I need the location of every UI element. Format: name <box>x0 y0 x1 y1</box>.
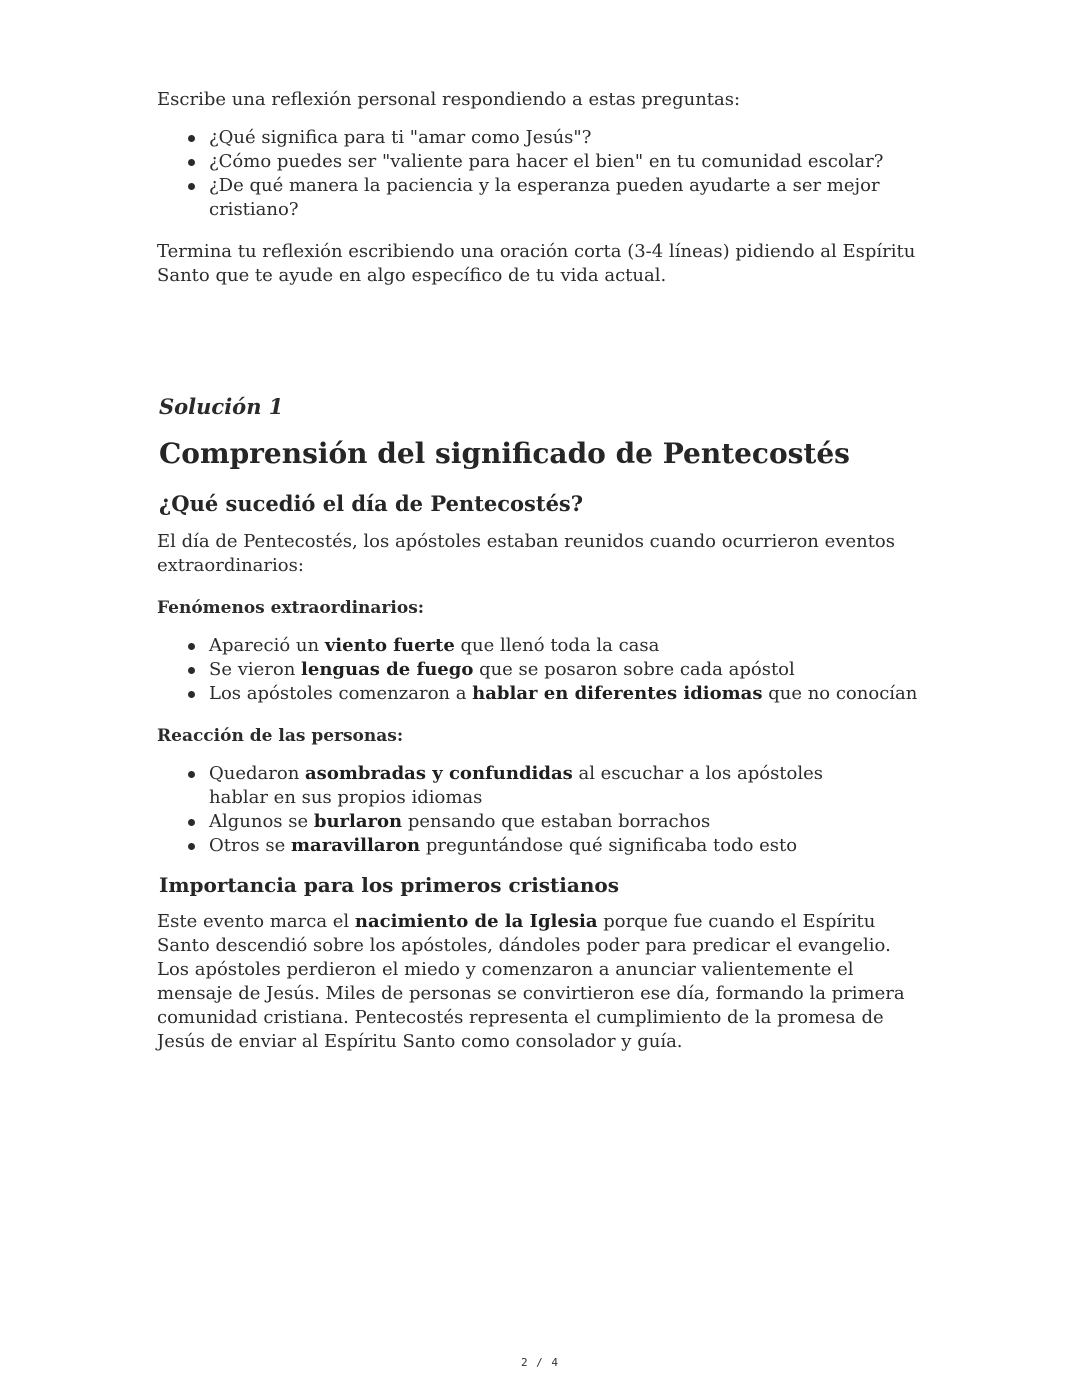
list-item: ¿Cómo puedes ser "valiente para hacer el bien" en tu comunidad escolar? <box>209 150 927 174</box>
reflection-prompt: Escribe una reflexión personal respondiendo a estas preguntas: <box>157 89 741 110</box>
list-item: Quedaron asombradas y confundidas al escuchar a los apóstoles hablar en sus propios idiomas <box>209 762 887 810</box>
section-intro: El día de Pentecostés, los apóstoles estaban reunidos cuando ocurrieron eventos extraordinarios: <box>157 531 895 576</box>
list-item: Los apóstoles comenzaron a hablar en diferentes idiomas que no conocían <box>209 682 927 706</box>
page-number: 2 / 4 <box>520 1356 560 1369</box>
solution-title: Comprensión del significado de Pentecostés <box>159 437 850 470</box>
reactions-list <box>157 762 927 858</box>
importance-paragraph: Este evento marca el nacimiento de la Iglesia porque fue cuando el Espíritu Santo descendió sobre los apóstoles, dándoles poder para predicar el evangelio. Los apóstoles perdieron el miedo y comenzaron a anunciar valientemente el mensaje de Jesús. Miles de personas se convirtieron ese día, formando la primera comunidad cristiana. Pentecostés representa el cumplimiento de la promesa de Jesús de enviar al Espíritu Santo como consolador y guía. <box>157 911 905 1052</box>
reaction-label: Reacción de las personas: <box>157 726 404 746</box>
phenomena-list <box>157 634 927 706</box>
list-item: Apareció un viento fuerte que llenó toda la casa <box>209 634 927 658</box>
list-item: ¿De qué manera la paciencia y la esperanza pueden ayudarte a ser mejor cristiano? <box>209 174 927 222</box>
list-item: Otros se maravillaron preguntándose qué significaba todo esto <box>209 834 887 858</box>
list-item: ¿Qué significa para ti "amar como Jesús"? <box>209 126 927 150</box>
reflection-closing: Termina tu reflexión escribiendo una oración corta (3-4 líneas) pidiendo al Espíritu Santo que te ayude en algo específico de tu vida actual. <box>157 241 916 286</box>
section-heading-pentecost: ¿Qué sucedió el día de Pentecostés? <box>159 491 584 516</box>
solution-label: Solución 1 <box>159 394 284 419</box>
section-heading-importance: Importancia para los primeros cristianos <box>159 873 619 897</box>
document-page <box>157 88 927 1054</box>
list-item: Se vieron lenguas de fuego que se posaron sobre cada apóstol <box>209 658 927 682</box>
phenomena-label: Fenómenos extraordinarios: <box>157 598 425 618</box>
reflection-questions <box>157 126 927 222</box>
list-item: Algunos se burlaron pensando que estaban borrachos <box>209 810 887 834</box>
